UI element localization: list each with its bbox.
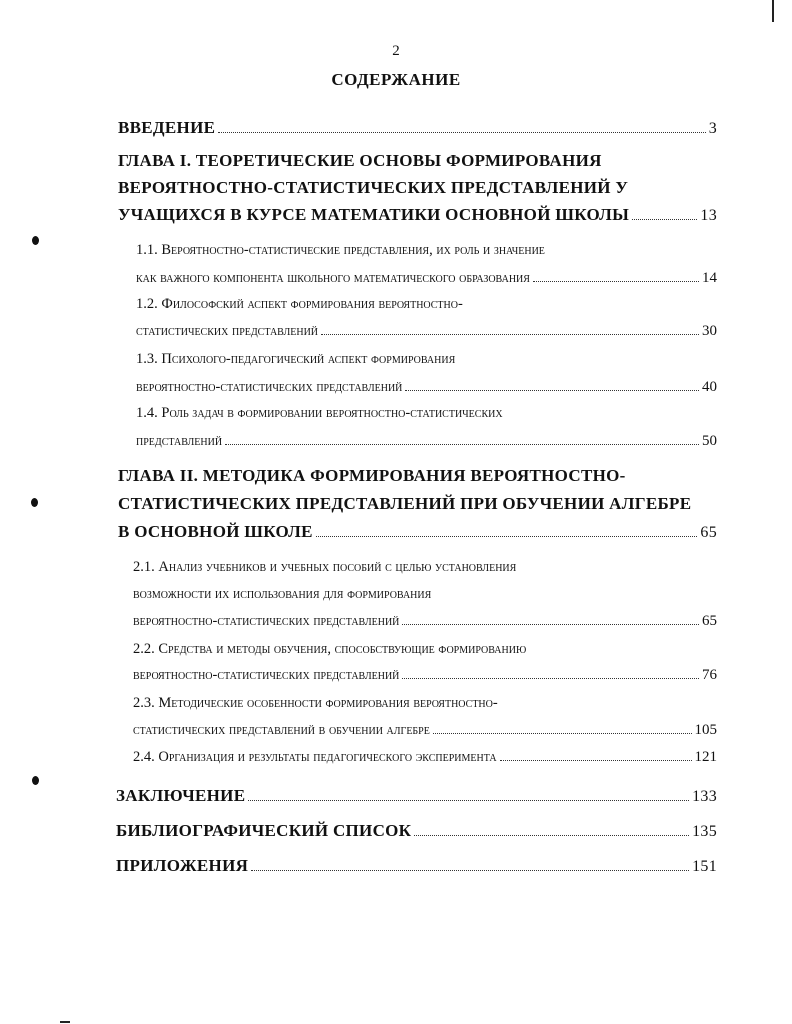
toc-entry-conclusion[interactable]: [116, 786, 717, 806]
toc-entry-chapter-2-line-1[interactable]: ГЛАВА II. МЕТОДИКА ФОРМИРОВАНИЯ ВЕРОЯТНОСТНО-: [118, 466, 626, 485]
dot-leader: [632, 219, 697, 220]
toc-entry-introduction[interactable]: [118, 118, 717, 138]
toc-entry-label: ЗАКЛЮЧЕНИЕ: [116, 786, 246, 805]
toc-entry-label: ВВЕДЕНИЕ: [118, 118, 216, 137]
toc-entry-chapter-1-line-2[interactable]: ВЕРОЯТНОСТНО-СТАТИСТИЧЕСКИХ ПРЕДСТАВЛЕНИЙ У: [118, 178, 629, 197]
dot-leader: [405, 390, 699, 391]
toc-entry-section-2-3-line-1[interactable]: 2.3. Методические особенности формирования вероятностно-: [133, 695, 498, 711]
toc-entry-label: БИБЛИОГРАФИЧЕСКИЙ СПИСОК: [116, 821, 412, 840]
toc-entry-section-2-4[interactable]: [133, 749, 717, 766]
toc-entry-section-2-1-line-1[interactable]: 2.1. Анализ учебников и учебных пособий с целью установления: [133, 559, 517, 575]
page-title: СОДЕРЖАНИЕ: [331, 70, 461, 89]
dot-leader: [533, 281, 699, 282]
toc-entry-section-1-2-line-1[interactable]: 1.2. Философский аспект формирования вероятностно-: [136, 296, 463, 312]
toc-entry-label: вероятностно-статистических представлений: [136, 379, 403, 395]
toc-entry-label: представлений: [136, 433, 223, 449]
toc-entry-section-1-4[interactable]: [136, 433, 717, 450]
dot-leader: [251, 870, 689, 871]
dot-leader: [248, 800, 689, 801]
toc-entry-label: ПРИЛОЖЕНИЯ: [116, 856, 249, 875]
toc-entry-label: В ОСНОВНОЙ ШКОЛЕ: [118, 522, 313, 541]
toc-page-number: 151: [692, 858, 717, 875]
toc-page-number: 135: [692, 823, 717, 840]
toc-entry-chapter-1-line-1[interactable]: ГЛАВА I. ТЕОРЕТИЧЕСКИЕ ОСНОВЫ ФОРМИРОВАНИЯ: [118, 151, 602, 170]
toc-page-number: 76: [702, 667, 717, 683]
toc-page-number: 121: [694, 749, 717, 765]
toc-entry-section-2-1-line-2[interactable]: возможности их использования для формирования: [133, 586, 432, 602]
toc-entry-section-1-4-line-1[interactable]: 1.4. Роль задач в формировании вероятностно-статистических: [136, 405, 503, 421]
toc-page-number: 65: [702, 613, 717, 629]
toc-entry-section-2-2[interactable]: [133, 667, 717, 684]
page-number: 2: [392, 43, 400, 59]
toc-entry-label: как важного компонента школьного математического образования: [136, 270, 530, 286]
toc-entry-label: вероятностно-статистических представлений: [133, 613, 400, 629]
dot-leader: [402, 624, 699, 625]
dot-leader: [500, 760, 692, 761]
dot-leader: [433, 733, 692, 734]
toc-entry-section-2-1[interactable]: [133, 613, 717, 630]
toc-entry-label: статистических представлений в обучении алгебре: [133, 722, 430, 738]
toc-page-number: 3: [708, 120, 717, 137]
toc-entry-section-1-1-line-1[interactable]: 1.1. Вероятностно-статистические представления, их роль и значение: [136, 242, 545, 258]
toc-entry-label: вероятностно-статистических представлений: [133, 667, 400, 683]
toc-page-number: 40: [702, 379, 717, 395]
toc-entry-chapter-2-line-2[interactable]: СТАТИСТИЧЕСКИХ ПРЕДСТАВЛЕНИЙ ПРИ ОБУЧЕНИИ АЛГЕБРЕ: [118, 494, 692, 513]
toc-page-number: 30: [702, 323, 717, 339]
toc-entry-bibliography[interactable]: [116, 821, 717, 841]
dot-leader: [316, 536, 698, 537]
toc-entry-section-1-3-line-1[interactable]: 1.3. Психолого-педагогический аспект формирования: [136, 351, 456, 367]
toc-page-number: 14: [702, 270, 717, 286]
toc-entry-section-2-2-line-1[interactable]: 2.2. Средства и методы обучения, способствующие формированию: [133, 641, 527, 657]
toc-entry-section-1-1[interactable]: [136, 270, 717, 287]
toc-page-number: 133: [692, 788, 717, 805]
toc-page-number: 105: [694, 722, 717, 738]
dot-leader: [402, 678, 699, 679]
toc-entry-label: УЧАЩИХСЯ В КУРСЕ МАТЕМАТИКИ ОСНОВНОЙ ШКОЛЫ: [118, 205, 630, 224]
toc-page-number: 65: [700, 524, 717, 541]
dot-leader: [414, 835, 689, 836]
toc-entry-section-2-3[interactable]: [133, 722, 717, 739]
toc-entry-appendices[interactable]: [116, 856, 717, 876]
toc-entry-section-1-2[interactable]: [136, 323, 717, 340]
dot-leader: [225, 444, 699, 445]
dot-leader: [218, 132, 705, 133]
toc-page-number: 50: [702, 433, 717, 449]
toc-entry-label: 2.4. Организация и результаты педагогического эксперимента: [133, 749, 497, 765]
toc-entry-label: статистических представлений: [136, 323, 319, 339]
toc-entry-section-1-3[interactable]: [136, 379, 717, 396]
toc-page-number: 13: [700, 207, 717, 224]
dot-leader: [321, 334, 699, 335]
toc-entry-chapter-2[interactable]: [118, 522, 717, 542]
toc-entry-chapter-1[interactable]: [118, 205, 717, 225]
